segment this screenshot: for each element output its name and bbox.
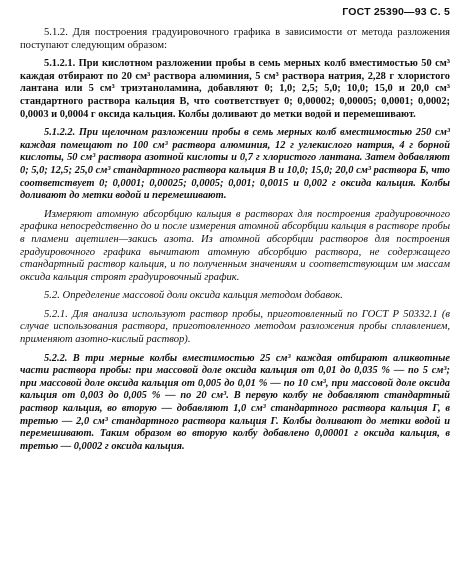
paragraph-5-1-2-1: 5.1.2.1. При кислотном разложении пробы в семь мерных колб вместимостью 50 см³ каждая отбирают по 20 см³ раствора алюминия, 5 см³ раствора натрия, 2,28 г хлористого лантана или 5 см³ триэтаноламина, добавляют 0; 1,0; 2,5; 5,0; 10,0; 15,0 и 20,0 см³ стандартного раствора кальция В, что соответствует 0; 0,00002; 0,00005; 0,0001; 0,0002; 0,0003 и 0,0004 г оксида кальция. Колбы доливают до метки водой и перемешивают. <box>20 58 450 120</box>
document-page <box>20 6 450 459</box>
paragraph-5-2-2: 5.2.2. В три мерные колбы вместимостью 25 см³ каждая отбирают аликвотные части раствора пробы: при массовой доле оксида кальция от 0,01 до 0,035 % — по 5 см³; при массовой доле оксида кальция от 0,005 до 0,01 % — по 10 см³, при массовой доле оксида кальция от 0,003 до 0,005 % — по 20 см³. В первую колбу не добавляют стандартный раствор кальция, во вторую — добавляют 1,0 см³ стандартного раствора кальция Г, в третью — 2,0 см³ стандартного раствора кальция Г. Колбы доливают до метки водой и перемешивают. Таким образом во вторую колбу добавлено 0,00001 г оксида кальция, в третью — 0,0002 г оксида кальция. <box>20 352 450 452</box>
paragraph-measurement: Измеряют атомную абсорбцию кальция в растворах для построения градуировочного графика непосредственно до и после измерения атомной абсорбции кальция в растворе пробы в пламени ацетилен—закись азота. Из атомной абсорбции растворов для построения градуировочного графика вычитают атомную абсорбцию раствора, не содержащего стандартный раствор кальция, и по полученным значениям и соответствующим им массам оксида кальция строят градуировочный график. <box>20 208 450 283</box>
page-header: ГОСТ 25390—93 С. 5 <box>342 6 450 18</box>
paragraph-5-2: 5.2. Определение массовой доли оксида кальция методом добавок. <box>44 290 343 302</box>
paragraph-5-1-2-2: 5.1.2.2. При щелочном разложении пробы в семь мерных колб вместимостью 250 см³ каждая помещают по 100 см³ раствора алюминия, 12 г углекислого натрия, 4 г борной кислоты, 50 см³ раствора азотной кислоты и 0,7 г хлористого лантана. Затем добавляют 0; 5,0; 12,5; 25,0 см³ стандартного раствора кальция В и 10,0; 15,0; 20,0 см³ раствора Б, что соответствует 0; 0,0001; 0,00025; 0,0005; 0,001; 0,0015 и 0,002 г оксида кальция. Колбы доливают до метки водой и перемешивают. <box>20 127 450 202</box>
paragraph-5-1-2: 5.1.2. Для построения градуировочного графика в зависимости от метода разложения поступают следующим образом: <box>20 27 450 51</box>
paragraph-5-2-1: 5.2.1. Для анализа используют раствор пробы, приготовленный по ГОСТ Р 50332.1 (в случае использования раствора, приготовленного методом разложения пробы сплавлением, применяют азотно-кислый раствор). <box>20 308 450 346</box>
